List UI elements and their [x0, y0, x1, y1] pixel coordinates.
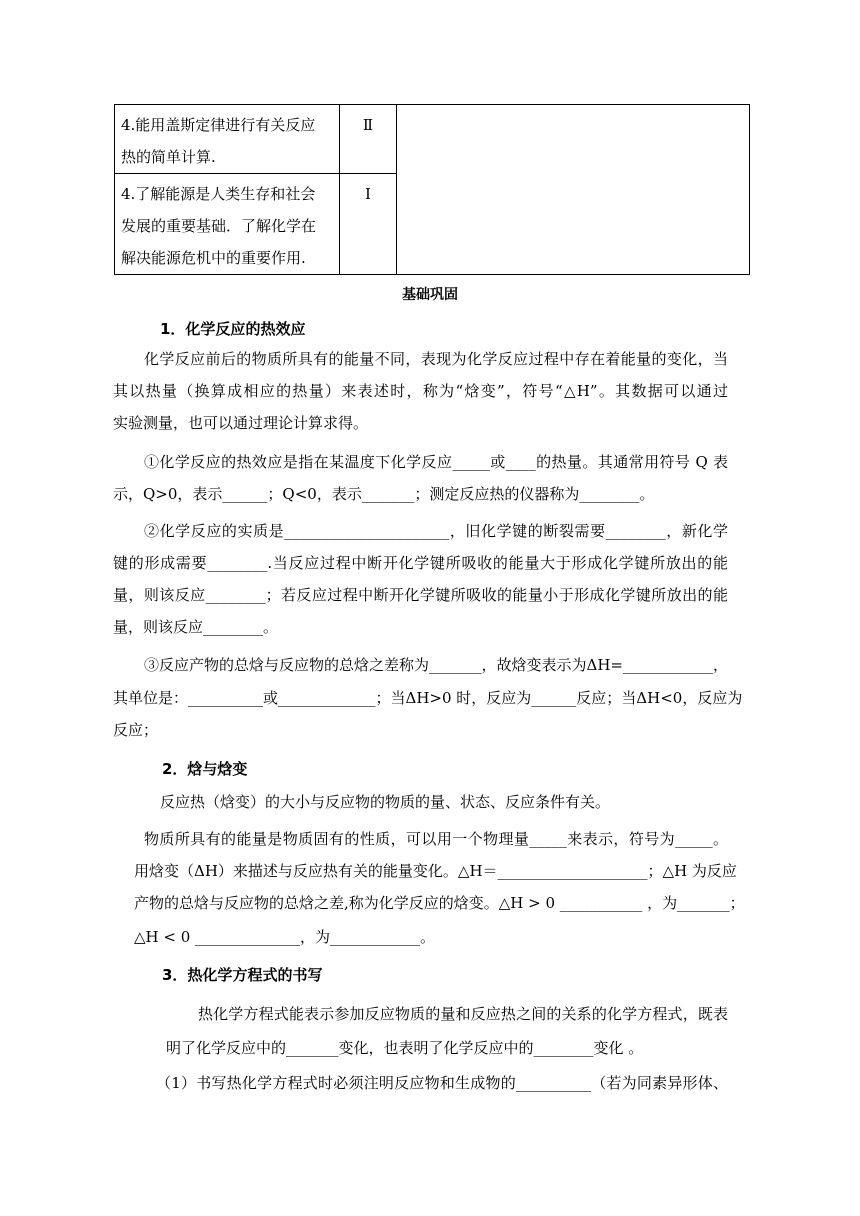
s1-p3-line-1: ②化学反应的实质是______________________，旧化学键的断裂需要________，新化学 [144, 522, 728, 540]
section-3-heading: 3．热化学方程式的书写 [162, 966, 323, 984]
s1-p3-line-2: 键的形成需要________.当反应过程中断开化学键所吸收的能量大于形成化学键所放出的能 [113, 554, 728, 572]
requirements-table [114, 104, 750, 275]
s1-p2-line-2: 示，Q>0，表示______；Q<0，表示_______；测定反应热的仪器称为________。 [113, 485, 655, 503]
cell-line: 4.了解能源是人类生存和社会 [121, 185, 316, 203]
s2-p2-line-4: △H < 0 ______________，为____________。 [134, 928, 436, 946]
s1-p4-line-2: 其单位是：__________或_____________；当ΔH>0 时，反应为______反应；当ΔH<0，反应为 [113, 689, 743, 707]
s1-p1-line-3: 实验测量，也可以通过理论计算求得。 [113, 414, 369, 432]
section-2-heading: 2．焓与焓变 [162, 760, 248, 778]
cell-line: 发展的重要基础．了解化学在 [121, 217, 317, 235]
s1-p3-line-4: 量，则该反应________。 [113, 618, 279, 636]
table-cell-content [115, 174, 340, 275]
section-title: 基础巩固 [402, 287, 458, 303]
s1-p4-line-1: ③反应产物的总焓与反应物的总焓之差称为_______，故焓变表示为ΔH=____________， [144, 656, 728, 674]
s2-p1: 反应热（焓变）的大小与反应物的物质的量、状态、反应条件有关。 [160, 793, 611, 811]
s1-p2-line-1: ①化学反应的热效应是指在某温度下化学反应_____或____的热量。其通常用符号 Q 表 [144, 453, 728, 471]
cell-line: 解决能源危机中的重要作用. [121, 249, 306, 267]
s1-p1-line-2: 其以热量（换算成相应的热量）来表述时，称为“焓变”，符号“△H”。其数据可以通过 [113, 382, 728, 400]
s1-p4-line-3: 反应； [113, 721, 159, 739]
cell-line: 热的简单计算. [121, 148, 216, 166]
s2-p2-line-2: 用焓变（ΔH）来描述与反应热有关的能量变化。△H＝____________________；△H 为反应 [134, 862, 737, 880]
cell-line: 4.能用盖斯定律进行有关反应 [121, 116, 316, 134]
s3-p2: （1）书写热化学方程式时必须注明反应物和生成物的__________（若为同素异形体、 [156, 1074, 728, 1092]
table-cell-empty [397, 105, 750, 275]
table-cell-content [115, 105, 340, 174]
table-cell-level: Ⅰ [340, 174, 397, 275]
table-cell-level: Ⅱ [340, 105, 397, 174]
section-1-heading: 1．化学反应的热效应 [160, 320, 306, 338]
s1-p1-line-1: 化学反应前后的物质所具有的能量不同，表现为化学反应过程中存在着能量的变化，当 [144, 350, 728, 368]
table-row [115, 105, 750, 174]
s1-p3-line-3: 量，则该反应________；若反应过程中断开化学键所吸收的能量小于形成化学键所放出的能 [113, 586, 728, 604]
s3-p1-line-1: 热化学方程式能表示参加反应物质的量和反应热之间的关系的化学方程式，既表 [198, 1005, 728, 1023]
s2-p2-line-1: 物质所具有的能量是物质固有的性质，可以用一个物理量_____来表示，符号为_____。 [144, 830, 728, 848]
s2-p2-line-3: 产物的总焓与反应物的总焓之差,称为化学反应的焓变。△H > 0 ___________ ，为_______； [134, 894, 745, 912]
s3-p1-line-2: 明了化学反应中的_______变化，也表明了化学反应中的________变化 。 [166, 1039, 644, 1057]
